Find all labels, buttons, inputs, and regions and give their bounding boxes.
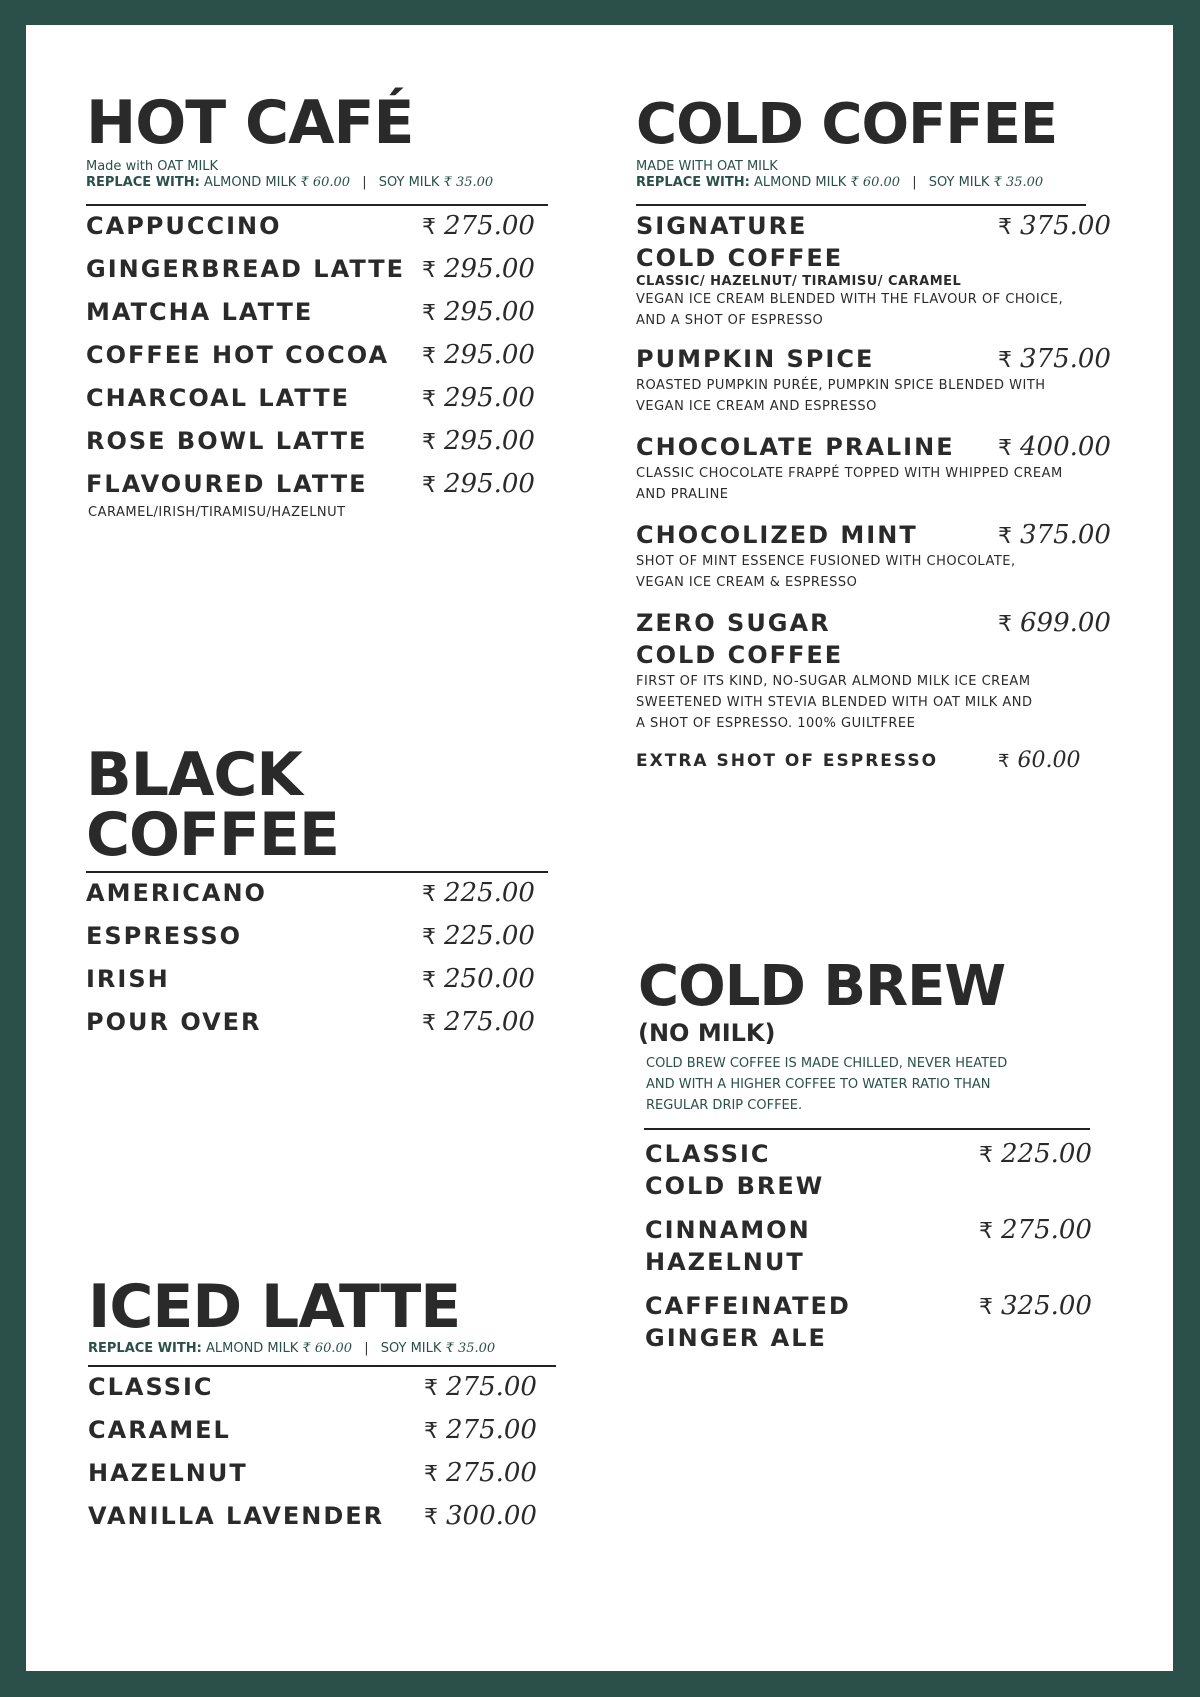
menu-item [88, 1500, 556, 1543]
divider [644, 1128, 1090, 1130]
menu-item [86, 339, 548, 382]
replace-line [88, 1341, 556, 1357]
rupee-icon: ₹ [998, 611, 1012, 637]
milk-note [636, 159, 1116, 192]
item-price: ₹ 295.00 [422, 468, 535, 499]
item-name: SIGNATURE [636, 211, 808, 240]
item-name-line2: COLD COFFEE [636, 640, 844, 669]
item-price: ₹ 325.00 [979, 1291, 1092, 1321]
item-price: ₹ 275.00 [424, 1415, 537, 1446]
milk-note [86, 159, 548, 192]
rupee-icon: ₹ [422, 925, 436, 950]
item-name: POUR OVER [86, 1008, 262, 1036]
menu-item [645, 1290, 1118, 1366]
item-name: ZERO SUGAR [636, 608, 831, 637]
section-title: HOT CAFÉ [86, 88, 414, 158]
menu-item [645, 1214, 1118, 1290]
item-price: ₹ 375.00 [998, 519, 1111, 550]
rupee-icon: ₹ [422, 257, 436, 283]
item-list [86, 877, 548, 1049]
divider [636, 204, 1086, 206]
soy-price: 35.00 [1005, 175, 1044, 191]
made-with-text: Made with OAT MILK [86, 159, 219, 174]
black-coffee-section [86, 740, 548, 1049]
item-price: ₹ 225.00 [979, 1139, 1092, 1169]
item-description: A SHOT OF ESPRESSO. 100% GUILTFREE [636, 715, 916, 731]
item-price: ₹ 300.00 [424, 1501, 537, 1532]
menu-item [86, 1006, 548, 1049]
item-price: ₹ 400.00 [998, 431, 1111, 462]
menu-item [86, 468, 548, 502]
rupee-icon: ₹ [424, 1505, 438, 1531]
soy-price: 35.00 [455, 175, 494, 191]
rupee-icon: ₹ [424, 1376, 438, 1402]
menu-item [86, 296, 548, 339]
item-variants: CLASSIC/ HAZELNUT/ TIRAMISU/ CARAMEL [636, 273, 962, 289]
item-name-line2: HAZELNUT [645, 1248, 805, 1276]
divider [86, 204, 548, 206]
item-description: FIRST OF ITS KIND, NO-SUGAR ALMOND MILK ICE CREAM [636, 673, 1031, 689]
made-with-text: MADE WITH OAT MILK [636, 159, 778, 174]
item-description: AND PRALINE [636, 486, 729, 502]
item-name-line2: COLD COFFEE [636, 243, 844, 272]
item-price: ₹ 275.00 [422, 210, 535, 241]
soy-label: SOY MILK [928, 175, 990, 191]
menu-item [88, 1414, 556, 1457]
item-name: CHARCOAL LATTE [86, 383, 351, 412]
soy-label: SOY MILK [378, 175, 440, 191]
item-price: ₹ 295.00 [422, 253, 535, 284]
rupee-icon: ₹ [445, 1341, 454, 1356]
menu-item [636, 343, 1116, 417]
extra-shot-row [636, 748, 1116, 774]
item-name: FLAVOURED LATTE [86, 469, 368, 498]
rupee-icon: ₹ [998, 523, 1012, 549]
soy-price: 35.00 [457, 1341, 496, 1356]
item-name: VANILLA LAVENDER [88, 1502, 385, 1531]
item-price: ₹ 275.00 [422, 1007, 535, 1037]
item-price: ₹ 225.00 [422, 878, 535, 908]
item-name: EXTRA SHOT OF ESPRESSO [636, 750, 939, 771]
section-title: ICED LATTE [88, 1272, 461, 1342]
rupee-icon: ₹ [443, 175, 452, 191]
item-name: CHOCOLATE PRALINE [636, 432, 955, 461]
rupee-icon: ₹ [302, 1341, 311, 1356]
soy-label: SOY MILK [380, 1341, 442, 1356]
rupee-icon: ₹ [422, 882, 436, 907]
divider [86, 871, 548, 873]
item-name-line2: GINGER ALE [645, 1324, 827, 1352]
rupee-icon: ₹ [993, 175, 1002, 191]
item-list [645, 1138, 1118, 1366]
flavour-note: CARAMEL/IRISH/TIRAMISU/HAZELNUT [88, 504, 346, 520]
replace-line [86, 175, 548, 191]
item-description: ROASTED PUMPKIN PURÉE, PUMPKIN SPICE BLENDED WITH [636, 377, 1046, 393]
almond-label: ALMOND MILK [205, 1341, 299, 1356]
menu-item [86, 963, 548, 1006]
rupee-icon: ₹ [422, 472, 436, 498]
item-name-line2: COLD BREW [645, 1172, 825, 1200]
item-name: PUMPKIN SPICE [636, 344, 875, 373]
rupee-icon: ₹ [422, 429, 436, 455]
rupee-icon: ₹ [422, 300, 436, 326]
item-name: AMERICANO [86, 879, 267, 907]
menu-item [86, 210, 548, 253]
rupee-icon: ₹ [424, 1419, 438, 1445]
rupee-icon: ₹ [422, 214, 436, 240]
item-name: CINNAMON [645, 1216, 811, 1244]
item-name: CHOCOLIZED MINT [636, 520, 918, 549]
item-price: ₹ 250.00 [422, 964, 535, 994]
menu-item [86, 382, 548, 425]
rupee-icon: ₹ [300, 175, 309, 191]
rupee-icon: ₹ [422, 386, 436, 412]
replace-label: REPLACE WITH: [86, 175, 200, 191]
item-price: ₹ 375.00 [998, 210, 1111, 241]
item-price: ₹ 699.00 [998, 607, 1111, 638]
divider [88, 1365, 556, 1367]
menu-item [636, 519, 1116, 593]
item-name: ROSE BOWL LATTE [86, 426, 368, 455]
almond-price: 60.00 [862, 175, 901, 191]
almond-label: ALMOND MILK [753, 175, 847, 191]
replace-label: REPLACE WITH: [88, 1341, 202, 1356]
item-name: HAZELNUT [88, 1459, 248, 1488]
cold-brew-section [638, 954, 1118, 1366]
menu-item [645, 1138, 1118, 1214]
item-description: CLASSIC CHOCOLATE FRAPPÉ TOPPED WITH WHIPPED CREAM [636, 465, 1063, 481]
item-price: ₹ 225.00 [422, 921, 535, 951]
almond-label: ALMOND MILK [203, 175, 297, 191]
item-name: ESPRESSO [86, 922, 243, 950]
item-price: ₹ 295.00 [422, 339, 535, 370]
menu-item [636, 607, 1116, 734]
section-title: COLD COFFEE [636, 92, 1058, 157]
item-price: ₹ 60.00 [998, 747, 1081, 773]
item-price: ₹ 275.00 [424, 1458, 537, 1489]
rupee-icon: ₹ [424, 1462, 438, 1488]
menu-item [88, 1371, 556, 1414]
almond-price: 60.00 [312, 175, 351, 191]
rupee-icon: ₹ [979, 1219, 993, 1244]
rupee-icon: ₹ [998, 435, 1012, 461]
menu-item [636, 210, 1116, 331]
item-description: SWEETENED WITH STEVIA BLENDED WITH OAT MILK AND [636, 694, 1033, 710]
item-price: ₹ 275.00 [424, 1372, 537, 1403]
replace-label: REPLACE WITH: [636, 175, 750, 191]
rupee-icon: ₹ [422, 343, 436, 369]
item-price: ₹ 375.00 [998, 343, 1111, 374]
menu-item [86, 877, 548, 920]
almond-price: 60.00 [314, 1341, 353, 1356]
section-title: COLD BREW [638, 954, 1006, 1019]
iced-latte-section [88, 1272, 556, 1543]
item-price: ₹ 295.00 [422, 425, 535, 456]
rupee-icon: ₹ [979, 1295, 993, 1320]
item-list [88, 1371, 556, 1543]
item-name: MATCHA LATTE [86, 297, 314, 326]
item-description: SHOT OF MINT ESSENCE FUSIONED WITH CHOCOLATE, [636, 553, 1016, 569]
item-list [86, 210, 548, 523]
item-name: CARAMEL [88, 1416, 231, 1445]
rupee-icon: ₹ [998, 214, 1012, 240]
menu-item [88, 1457, 556, 1500]
rupee-icon: ₹ [850, 175, 859, 191]
section-subtitle: (NO MILK) [638, 1019, 776, 1047]
separator: | [364, 1341, 369, 1356]
menu-sheet [26, 25, 1173, 1671]
item-description: VEGAN ICE CREAM & ESPRESSO [636, 574, 858, 590]
item-description: AND A SHOT OF ESPRESSO [636, 312, 824, 328]
item-name: IRISH [86, 965, 170, 993]
replace-line [636, 175, 1116, 191]
item-name: COFFEE HOT COCOA [86, 340, 390, 369]
item-name: CLASSIC [88, 1373, 214, 1402]
item-name: CAPPUCCINO [86, 211, 282, 240]
section-description: COLD BREW COFFEE IS MADE CHILLED, NEVER HEATED AND WITH A HIGHER COFFEE TO WATER RATIO THAN REGULAR DRIP COFFEE. [646, 1056, 1008, 1113]
rupee-icon: ₹ [998, 750, 1010, 772]
item-description: VEGAN ICE CREAM AND ESPRESSO [636, 398, 877, 414]
menu-item [86, 920, 548, 963]
item-name: CLASSIC [645, 1140, 771, 1168]
section-title: BLACK COFFEE [86, 740, 339, 870]
rupee-icon: ₹ [979, 1143, 993, 1168]
menu-item [86, 253, 548, 296]
item-price: ₹ 295.00 [422, 296, 535, 327]
item-name: CAFFEINATED [645, 1292, 851, 1320]
menu-item [86, 425, 548, 468]
separator: | [912, 175, 917, 191]
rupee-icon: ₹ [422, 1011, 436, 1036]
hot-cafe-section [86, 88, 548, 523]
rupee-icon: ₹ [998, 347, 1012, 373]
cold-coffee-section [636, 92, 1116, 774]
rupee-icon: ₹ [422, 968, 436, 993]
separator: | [362, 175, 367, 191]
item-name: GINGERBREAD LATTE [86, 254, 405, 283]
item-price: ₹ 295.00 [422, 382, 535, 413]
menu-item [636, 431, 1116, 505]
item-description: VEGAN ICE CREAM BLENDED WITH THE FLAVOUR OF CHOICE, [636, 291, 1064, 307]
item-price: ₹ 275.00 [979, 1215, 1092, 1245]
